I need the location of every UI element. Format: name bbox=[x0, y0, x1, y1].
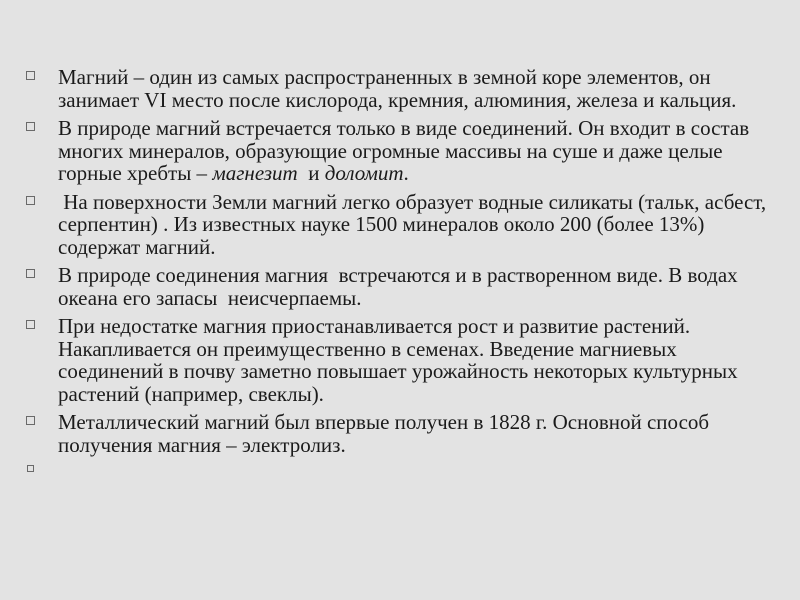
bullet-text: В природе соединения магния встречаются и в растворенном виде. В водах океана его запасы неисчерпаемы. bbox=[58, 263, 743, 310]
italic-term-magnesite: магнезит bbox=[212, 161, 298, 185]
bullet-text: Магний – один из самых распространенных в земной коре элементов, он занимает VI место после кислорода, кремния, алюминия, железа и кальция. bbox=[58, 65, 737, 112]
square-bullet-icon bbox=[26, 122, 35, 131]
bullet-item-3 bbox=[26, 191, 786, 259]
bullet-text: При недостатке магния приостанавливается рост и развитие растений. Накапливается он преимущественно в семенах. Введение магниевых соединений в почву заметно повышает урожайность некоторых культурных растений (например, свеклы). bbox=[58, 314, 738, 406]
bullet-text-mid: и bbox=[297, 161, 325, 185]
italic-term-dolomite: доломит bbox=[324, 161, 404, 185]
square-bullet-icon bbox=[26, 196, 35, 205]
square-bullet-icon bbox=[26, 269, 35, 278]
bullet-item-2 bbox=[26, 117, 786, 185]
square-bullet-icon bbox=[26, 71, 35, 80]
bullet-list bbox=[26, 66, 786, 486]
bullet-item-4 bbox=[26, 264, 786, 309]
bullet-item-empty bbox=[26, 462, 786, 480]
bullet-item-5 bbox=[26, 315, 786, 405]
bullet-text: На поверхности Земли магний легко образует водные силикаты (тальк, асбест, серпентин) . Из известных науке 1500 минералов около 200 (более 13%) содержат магний. bbox=[58, 189, 772, 259]
square-bullet-icon bbox=[26, 416, 35, 425]
square-bullet-icon bbox=[27, 465, 34, 472]
bullet-text: В природе магний встречается только в виде соединений. Он входит в состав многих минералов, образующие огромные массивы на суше и даже целые горные хребты – bbox=[58, 116, 750, 185]
bullet-text: Металлический магний был впервые получен в 1828 г. Основной способ получения магния – электролиз. bbox=[58, 410, 710, 457]
bullet-item-1 bbox=[26, 66, 786, 111]
square-bullet-icon bbox=[26, 320, 35, 329]
bullet-item-6 bbox=[26, 411, 786, 456]
bullet-text-end: . bbox=[403, 161, 409, 185]
